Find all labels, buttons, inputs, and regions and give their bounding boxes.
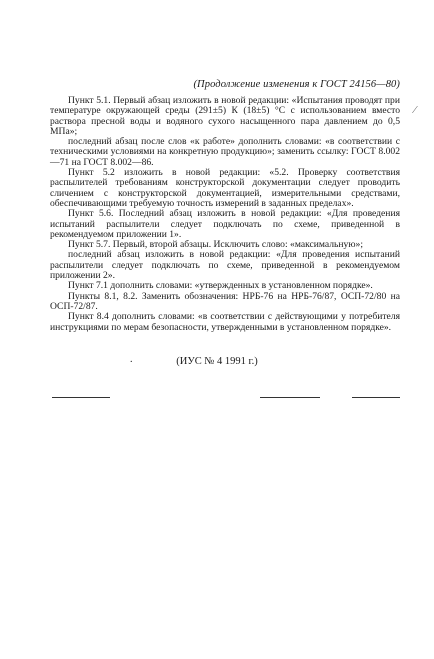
amendment-text <box>50 96 400 333</box>
ius-reference: (ИУС № 4 1991 г.) <box>176 356 258 367</box>
paragraph-8-4: Пункт 8.4 дополнить словами: «в соответствии с действующими у потребителя инструкциями по мерам безопасности, утвержденными в установленном порядке». <box>50 311 400 333</box>
paragraph-5-1: Пункт 5.1. Первый абзац изложить в новой редакции: «Испытания проводят при температуре окружающей среды (291±5) К (18±5) °С с использованием вместо раствора пресной воды и водяного сухого насыщенного пара давлением до 0,5 МПа»; <box>50 95 400 137</box>
paragraph-5-6: Пункт 5.6. Последний абзац изложить в новой редакции: «Для проведения испытаний распылители следует подключать по схеме, приведенной в рекомендуемом приложении 1». <box>50 208 400 240</box>
divider-left <box>52 397 110 398</box>
divider-middle <box>260 397 320 398</box>
continuation-header: (Продолжение изменения к ГОСТ 24156—80) <box>193 79 400 90</box>
stray-dot: . <box>130 354 133 365</box>
divider-right <box>352 397 400 398</box>
paragraph-7-1: Пункт 7.1 дополнить словами: «утвержденных в установленном порядке». <box>68 280 373 292</box>
paragraph-8-1-8-2: Пункты 8.1, 8.2. Заменить обозначения: НРБ-76 на НРБ-76/87, ОСП-72/80 на ОСП-72/87. <box>50 290 400 312</box>
paragraph-5-2: Пункт 5.2 изложить в новой редакции: «5.2. Проверку соответствия распылителей требованиям конструкторской документации следует проводить сличением с конструкторской документацией, измерительными средствами, обеспечивающими требуемую точность измерений в заданных пределах». <box>50 167 400 209</box>
paragraph-5-7: Пункт 5.7. Первый, второй абзацы. Исключить слово: «максимальную»; <box>68 239 363 251</box>
paragraph-5-1-last: последний абзац после слов «к работе» дополнить словами: «в соответствии с техническими условиями на конкретную продукцию»; заменить ссылку: ГОСТ 8.002—71 на ГОСТ 8.002—86. <box>50 136 400 168</box>
paragraph-5-7-last: последний абзац изложить в новой редакции: «Для проведения испытаний распылители следует подключать по схеме, приведенной в рекомендуемом приложении 2». <box>50 249 400 282</box>
margin-mark-icon: ⁄ <box>414 104 416 116</box>
